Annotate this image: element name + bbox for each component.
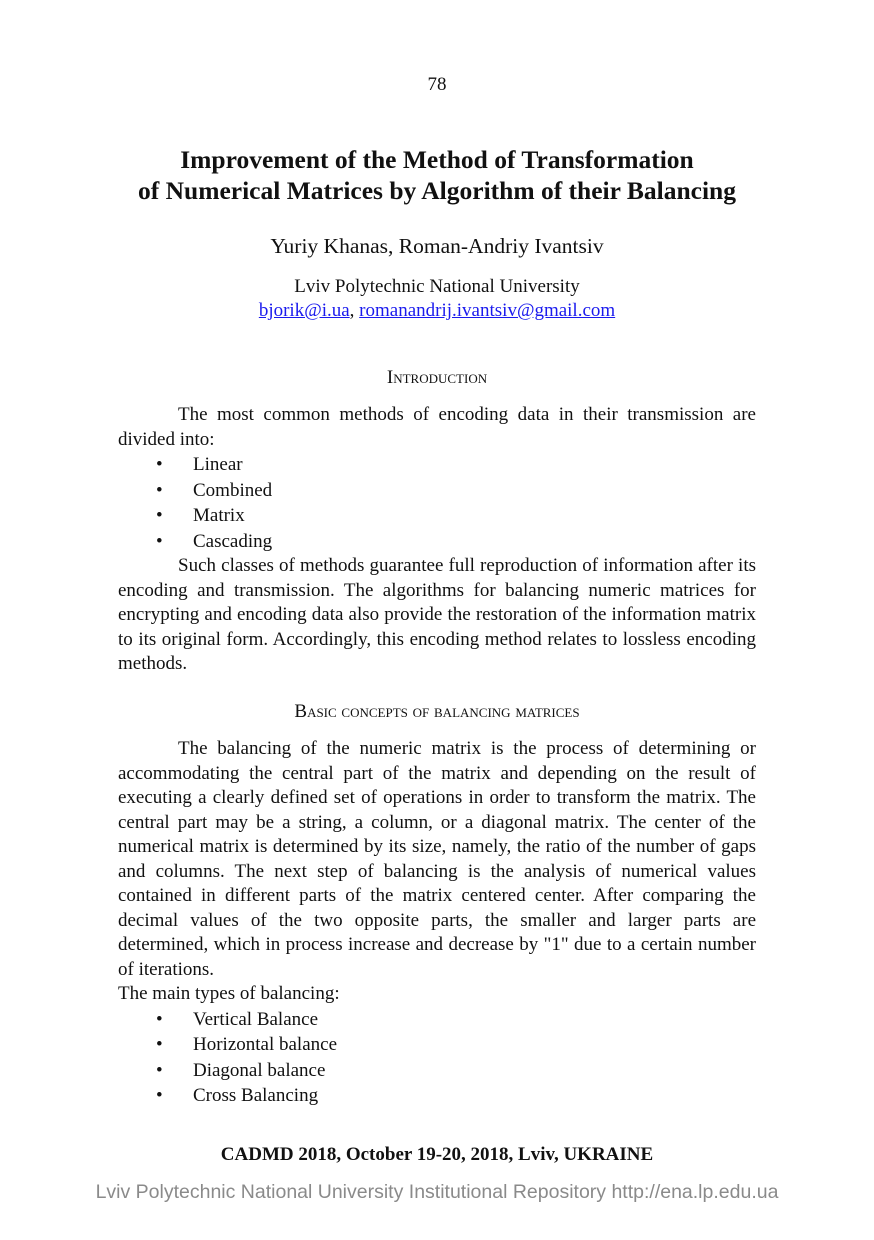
list-item: • Matrix — [118, 503, 756, 529]
repository-watermark: Lviv Polytechnic National University Institutional Repository http://ena.lp.edu.ua — [95, 1181, 779, 1203]
balancing-types-list — [118, 1007, 756, 1109]
bullet-icon: • — [156, 1059, 163, 1081]
bullet-icon: • — [156, 454, 163, 475]
introduction-lead-text: The most common methods of encoding data in their transmission are divided into: — [118, 404, 756, 450]
encoding-methods-list — [118, 452, 756, 554]
basic-concepts-section — [118, 737, 756, 1109]
email-separator: , — [349, 300, 360, 321]
list-item: • Combined — [118, 478, 756, 504]
bullet-icon: • — [156, 1034, 163, 1055]
list-item: • Cascading — [118, 529, 756, 555]
list-item: • Vertical Balance — [118, 1007, 756, 1033]
paper-title — [0, 144, 874, 206]
author-emails — [0, 299, 874, 323]
basic-concepts-paragraph: The balancing of the numeric matrix is the process of determining or accommodating the central part of the matrix and depending on the result of executing a clearly defined set of operations in order to transform the matrix. The central part may be a string, a column, or a diagonal matrix. The center of the numerical matrix is determined by its size, namely, the ratio of the number of gaps and columns. The next step of balancing is the analysis of numerical values contained in different parts of the matrix centered center. After comparing the decimal values of the two opposite parts, the smaller and larger parts are determined, which in process increase and decrease by "1" due to a certain number of iterations. — [118, 738, 756, 980]
list-item: • Linear — [118, 452, 756, 478]
bullet-icon: • — [156, 530, 163, 552]
conference-footer: CADMD 2018, October 19-20, 2018, Lviv, UKRAINE — [220, 1144, 654, 1165]
list-item: • Diagonal balance — [118, 1058, 756, 1084]
list-item: • Horizontal balance — [118, 1032, 756, 1058]
section-heading-basic-concepts: Basic concepts of balancing matrices — [294, 701, 580, 722]
section-heading-introduction: Introduction — [386, 367, 488, 388]
introduction-section — [118, 403, 756, 677]
introduction-paragraph: Such classes of methods guarantee full reproduction of information after its encoding and transmission. The algorithms for balancing numeric matrices for encrypting and encoding data also provide the restoration of the information matrix to its original form. Accordingly, this encoding method relates to lossless encoding methods. — [118, 555, 756, 674]
list-item: • Cross Balancing — [118, 1083, 756, 1109]
title-line-2: of Numerical Matrices by Algorithm of their Balancing — [138, 176, 736, 205]
email-link-2[interactable]: romanandrij.ivantsiv@gmail.com — [359, 300, 616, 321]
title-line-1: Improvement of the Method of Transformation — [180, 145, 694, 174]
bullet-icon: • — [156, 1008, 163, 1030]
authors: Yuriy Khanas, Roman-Andriy Ivantsiv — [270, 234, 604, 258]
page-number: 78 — [427, 74, 447, 95]
bullet-icon: • — [156, 505, 163, 526]
balancing-types-intro: The main types of balancing: — [118, 983, 340, 1004]
bullet-icon: • — [156, 1085, 163, 1106]
affiliation: Lviv Polytechnic National University — [294, 276, 580, 297]
email-link-1[interactable]: bjorik@i.ua — [258, 300, 350, 321]
bullet-icon: • — [156, 479, 163, 501]
